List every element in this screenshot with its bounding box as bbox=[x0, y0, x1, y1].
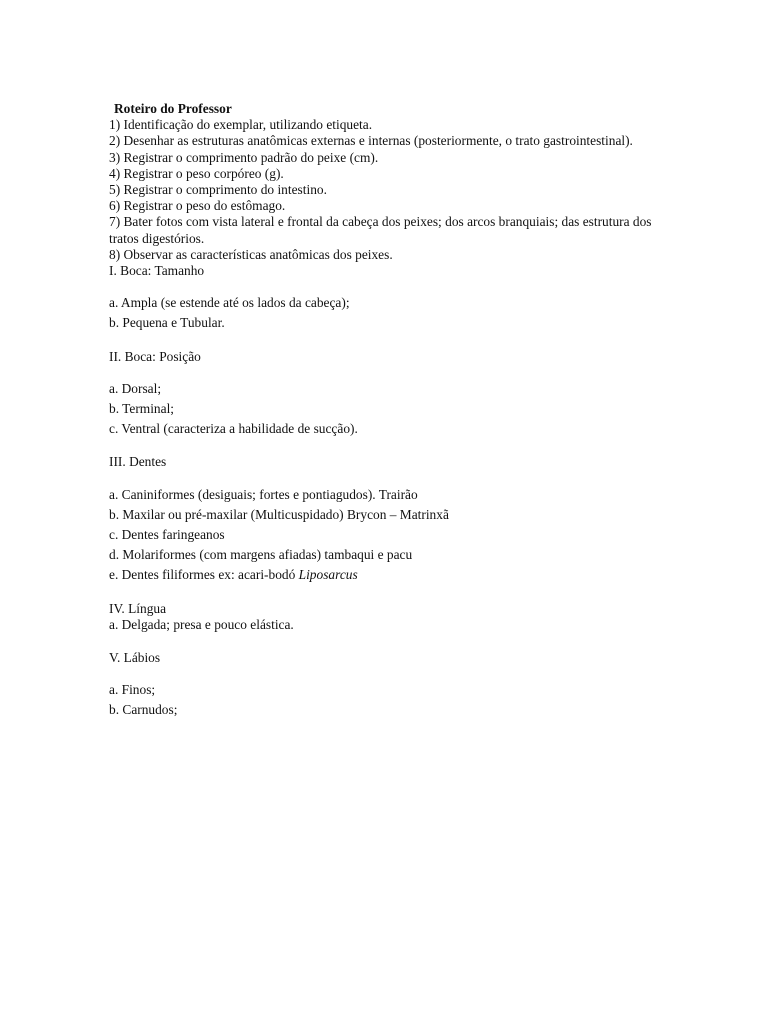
list-item-text: e. Dentes filiformes ex: acari-bodó bbox=[109, 567, 299, 583]
section-heading-dentes: III. Dentes bbox=[109, 454, 167, 470]
species-name: Liposarcus bbox=[298, 567, 358, 583]
document-title: Roteiro do Professor bbox=[114, 101, 232, 116]
steps-list bbox=[109, 117, 669, 263]
step-item: 7) Bater fotos com vista lateral e frontal da cabeça dos peixes; dos arcos branquiais; das estrutura dos tratos digestórios. bbox=[109, 214, 652, 246]
section-heading-boca-tamanho: I. Boca: Tamanho bbox=[109, 263, 205, 279]
list-item: b. Terminal; bbox=[109, 401, 175, 417]
list-item: a. Dorsal; bbox=[109, 380, 162, 396]
step-item: 4) Registrar o peso corpóreo (g). bbox=[109, 165, 284, 181]
list-item: c. Dentes faringeanos bbox=[109, 527, 225, 543]
step-item: 3) Registrar o comprimento padrão do peixe (cm). bbox=[109, 149, 379, 165]
list-item: d. Molariformes (com margens afiadas) tambaqui e pacu bbox=[109, 547, 413, 563]
list-item: b. Pequena e Tubular. bbox=[109, 315, 225, 331]
list-item: a. Delgada; presa e pouco elástica. bbox=[109, 616, 294, 632]
document-page bbox=[109, 101, 669, 719]
section-heading-boca-posicao: II. Boca: Posição bbox=[109, 348, 201, 364]
list-item: a. Caniniformes (desiguais; fortes e pontiagudos). Trairão bbox=[109, 486, 418, 502]
step-item: 2) Desenhar as estruturas anatômicas externas e internas (posteriormente, o trato gastrointestinal). bbox=[109, 133, 633, 149]
list-item: b. Carnudos; bbox=[109, 702, 178, 718]
list-item: b. Maxilar ou pré-maxilar (Multicuspidado) Brycon – Matrinxã bbox=[109, 506, 449, 522]
list-item bbox=[109, 567, 669, 583]
step-item: 8) Observar as características anatômicas dos peixes. bbox=[109, 246, 393, 262]
list-item: c. Ventral (caracteriza a habilidade de sucção). bbox=[109, 421, 358, 437]
step-item: 6) Registrar o peso do estômago. bbox=[109, 198, 286, 214]
list-item: a. Finos; bbox=[109, 682, 156, 698]
list-item: a. Ampla (se estende até os lados da cabeça); bbox=[109, 295, 350, 311]
step-item: 5) Registrar o comprimento do intestino. bbox=[109, 182, 327, 198]
section-heading-lingua: IV. Língua bbox=[109, 600, 167, 616]
step-item: 1) Identificação do exemplar, utilizando etiqueta. bbox=[109, 117, 373, 133]
section-heading-labios: V. Lábios bbox=[109, 650, 161, 666]
